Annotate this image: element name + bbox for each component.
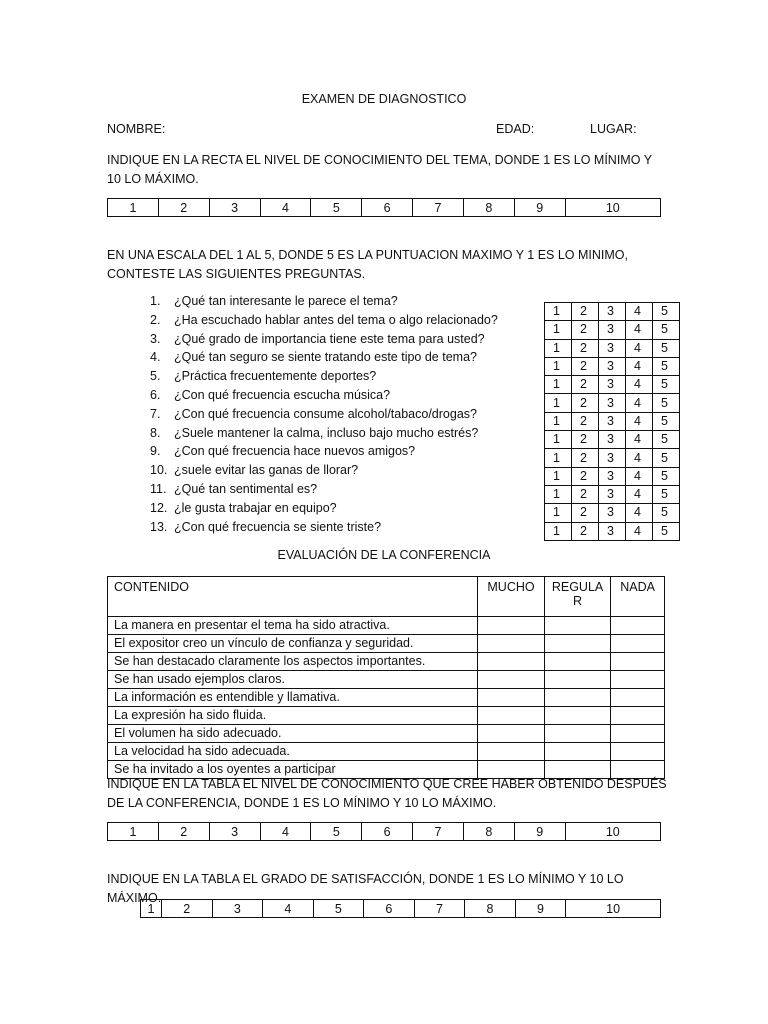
rating-cell[interactable]: 4 bbox=[626, 339, 653, 357]
answer-cell-mucho[interactable] bbox=[478, 671, 545, 689]
answer-cell-nada[interactable] bbox=[611, 653, 665, 671]
evaluation-row bbox=[108, 635, 665, 653]
rating-cell[interactable]: 1 bbox=[545, 522, 572, 540]
scale-cell[interactable]: 6 bbox=[364, 900, 415, 918]
page-title: EXAMEN DE DIAGNOSTICO bbox=[301, 92, 467, 106]
rating-cell[interactable]: 4 bbox=[626, 504, 653, 522]
age-label: EDAD: bbox=[496, 122, 535, 136]
rating-cell[interactable]: 1 bbox=[545, 467, 572, 485]
scale-cell[interactable]: 7 bbox=[413, 199, 464, 217]
rating-cell[interactable]: 5 bbox=[653, 357, 680, 375]
rating-cell[interactable]: 2 bbox=[572, 303, 599, 321]
rating-cell[interactable]: 4 bbox=[626, 394, 653, 412]
question-text: ¿Ha escuchado hablar antes del tema o algo relacionado? bbox=[174, 312, 498, 327]
answer-cell-regular[interactable] bbox=[544, 617, 610, 635]
answer-cell-nada[interactable] bbox=[611, 725, 665, 743]
question-item bbox=[150, 518, 498, 537]
answer-cell-regular[interactable] bbox=[544, 671, 610, 689]
evaluation-criterion: Se han destacado claramente los aspectos importantes. bbox=[108, 653, 478, 671]
rating-cell[interactable]: 3 bbox=[599, 357, 626, 375]
rating-cell[interactable]: 1 bbox=[545, 431, 572, 449]
question-number: 2. bbox=[150, 312, 161, 327]
header-contenido: CONTENIDO bbox=[108, 577, 478, 617]
question-text: ¿Con qué frecuencia hace nuevos amigos? bbox=[174, 444, 416, 459]
rating-cell[interactable]: 1 bbox=[545, 376, 572, 394]
question-number: 8. bbox=[150, 425, 161, 440]
evaluation-row bbox=[108, 653, 665, 671]
evaluation-criterion: La información es entendible y llamativa. bbox=[108, 689, 478, 707]
rating-cell[interactable]: 2 bbox=[572, 339, 599, 357]
rating-cell[interactable]: 4 bbox=[626, 412, 653, 430]
place-label: LUGAR: bbox=[590, 122, 637, 136]
scale-cell[interactable]: 4 bbox=[260, 199, 311, 217]
scale-cell[interactable]: 7 bbox=[413, 823, 464, 841]
evaluation-row bbox=[108, 671, 665, 689]
evaluation-criterion: La manera en presentar el tema ha sido atractiva. bbox=[108, 617, 478, 635]
evaluation-row bbox=[108, 743, 665, 761]
answer-cell-regular[interactable] bbox=[544, 743, 610, 761]
question-number: 1. bbox=[150, 294, 161, 308]
evaluation-criterion: La velocidad ha sido adecuada. bbox=[108, 743, 478, 761]
rating-cell[interactable]: 1 bbox=[545, 339, 572, 357]
answer-cell-mucho[interactable] bbox=[478, 725, 545, 743]
rating-cell[interactable]: 5 bbox=[653, 303, 680, 321]
rating-cell[interactable]: 2 bbox=[572, 431, 599, 449]
name-label: NOMBRE: bbox=[107, 122, 166, 136]
rating-cell[interactable]: 2 bbox=[572, 522, 599, 540]
rating-row bbox=[545, 431, 680, 449]
rating-cell[interactable]: 2 bbox=[572, 394, 599, 412]
rating-row bbox=[545, 339, 680, 357]
question-item bbox=[150, 480, 498, 499]
question-item bbox=[150, 424, 498, 443]
question-list bbox=[150, 292, 498, 536]
scale-cell[interactable]: 9 bbox=[514, 823, 565, 841]
scale-cell[interactable]: 3 bbox=[209, 199, 260, 217]
rating-row bbox=[545, 394, 680, 412]
scale-cell[interactable]: 2 bbox=[162, 900, 213, 918]
rating-row bbox=[545, 303, 680, 321]
rating-cell[interactable]: 5 bbox=[653, 376, 680, 394]
evaluation-row bbox=[108, 689, 665, 707]
scale-cell[interactable]: 5 bbox=[311, 199, 362, 217]
rating-cell[interactable]: 3 bbox=[599, 394, 626, 412]
answer-cell-regular[interactable] bbox=[544, 689, 610, 707]
answer-cell-nada[interactable] bbox=[611, 707, 665, 725]
rating-cell[interactable]: 3 bbox=[599, 431, 626, 449]
scale-cell[interactable]: 4 bbox=[263, 900, 314, 918]
evaluation-table bbox=[107, 576, 665, 779]
rating-cell[interactable]: 3 bbox=[599, 303, 626, 321]
question-item bbox=[150, 461, 498, 480]
rating-cell[interactable]: 1 bbox=[545, 394, 572, 412]
scale-cell[interactable]: 10 bbox=[566, 900, 661, 918]
scale-cell[interactable]: 5 bbox=[313, 900, 364, 918]
rating-cell[interactable]: 2 bbox=[572, 467, 599, 485]
rating-cell[interactable]: 1 bbox=[545, 449, 572, 467]
rating-row bbox=[545, 321, 680, 339]
rating-cell[interactable]: 4 bbox=[626, 357, 653, 375]
scale-row bbox=[108, 823, 661, 841]
question-number: 10. bbox=[150, 463, 168, 478]
rating-row bbox=[545, 449, 680, 467]
rating-row bbox=[545, 504, 680, 522]
question-number: 11. bbox=[150, 481, 167, 496]
scale-cell[interactable]: 8 bbox=[465, 900, 516, 918]
rating-cell[interactable]: 4 bbox=[626, 321, 653, 339]
rating-cell[interactable]: 4 bbox=[626, 431, 653, 449]
question-text: ¿suele evitar las ganas de llorar? bbox=[174, 463, 359, 478]
rating-cell[interactable]: 5 bbox=[653, 504, 680, 522]
rating-row bbox=[545, 357, 680, 375]
instruction-knowledge-after: INDIQUE EN LA TABLA EL NIVEL DE CONOCIMIENTO QUE CREE HABER OBTENIDO DESPUÉS DE LA CONFERENCIA, DONDE 1 ES LO MÍNIMO Y 10 LO MÁXIMO. bbox=[107, 777, 667, 810]
answer-cell-nada[interactable] bbox=[611, 617, 665, 635]
rating-cell[interactable]: 3 bbox=[599, 485, 626, 503]
question-item bbox=[150, 499, 498, 518]
evaluation-row bbox=[108, 725, 665, 743]
question-text: ¿Qué tan seguro se siente tratando este tipo de tema? bbox=[174, 350, 477, 365]
rating-cell[interactable]: 1 bbox=[545, 357, 572, 375]
rating-cell[interactable]: 5 bbox=[653, 412, 680, 430]
answer-cell-mucho[interactable] bbox=[478, 653, 545, 671]
answer-cell-nada[interactable] bbox=[611, 671, 665, 689]
question-text: ¿Suele mantener la calma, incluso bajo mucho estrés? bbox=[174, 425, 479, 440]
question-text: ¿Qué tan sentimental es? bbox=[174, 481, 318, 496]
scale-cell[interactable]: 1 bbox=[108, 823, 159, 841]
evaluation-header-row bbox=[108, 577, 665, 617]
scale-row bbox=[108, 199, 661, 217]
rating-cell[interactable]: 1 bbox=[545, 303, 572, 321]
rating-cell[interactable]: 1 bbox=[545, 504, 572, 522]
rating-cell[interactable]: 5 bbox=[653, 522, 680, 540]
question-item bbox=[150, 311, 498, 330]
answer-cell-nada[interactable] bbox=[611, 689, 665, 707]
rating-cell[interactable]: 2 bbox=[572, 504, 599, 522]
satisfaction-scale bbox=[140, 899, 661, 918]
question-number: 9. bbox=[150, 444, 161, 459]
question-number: 12. bbox=[150, 500, 168, 515]
instruction-questions: EN UNA ESCALA DEL 1 AL 5, DONDE 5 ES LA PUNTUACION MAXIMO Y 1 ES LO MINIMO, CONTESTE LAS SIGUIENTES PREGUNTAS. bbox=[107, 248, 628, 281]
rating-cell[interactable]: 3 bbox=[599, 339, 626, 357]
evaluation-criterion: Se ha invitado a los oyentes a participar bbox=[108, 761, 478, 779]
rating-row bbox=[545, 376, 680, 394]
question-number: 4. bbox=[150, 350, 161, 365]
scale-cell[interactable]: 4 bbox=[260, 823, 311, 841]
question-number: 13. bbox=[150, 519, 168, 534]
answer-cell-mucho[interactable] bbox=[478, 635, 545, 653]
rating-cell[interactable]: 1 bbox=[545, 485, 572, 503]
question-text: ¿Con qué frecuencia se siente triste? bbox=[174, 519, 382, 534]
answer-cell-nada[interactable] bbox=[611, 635, 665, 653]
evaluation-criterion: El expositor creo un vínculo de confianza y seguridad. bbox=[108, 635, 478, 653]
answer-cell-mucho[interactable] bbox=[478, 743, 545, 761]
rating-cell[interactable]: 3 bbox=[599, 522, 626, 540]
rating-cell[interactable]: 4 bbox=[626, 485, 653, 503]
scale-cell[interactable]: 3 bbox=[209, 823, 260, 841]
answer-cell-mucho[interactable] bbox=[478, 689, 545, 707]
question-text: ¿Práctica frecuentemente deportes? bbox=[174, 369, 377, 384]
evaluation-title: EVALUACIÓN DE LA CONFERENCIA bbox=[277, 548, 491, 562]
answer-cell-mucho[interactable] bbox=[478, 617, 545, 635]
rating-cell[interactable]: 5 bbox=[653, 431, 680, 449]
scale-cell[interactable]: 3 bbox=[212, 900, 263, 918]
header-nada: NADA bbox=[611, 577, 665, 617]
evaluation-criterion: La expresión ha sido fluida. bbox=[108, 707, 478, 725]
rating-cell[interactable]: 2 bbox=[572, 357, 599, 375]
rating-row bbox=[545, 467, 680, 485]
question-number: 3. bbox=[150, 331, 161, 346]
rating-row bbox=[545, 412, 680, 430]
instruction-knowledge-before: INDIQUE EN LA RECTA EL NIVEL DE CONOCIMIENTO DEL TEMA, DONDE 1 ES LO MÍNIMO Y 10 LO MÁXIMO. bbox=[107, 153, 652, 186]
question-text: ¿le gusta trabajar en equipo? bbox=[174, 500, 337, 515]
rating-cell[interactable]: 5 bbox=[653, 321, 680, 339]
question-number: 5. bbox=[150, 369, 161, 384]
evaluation-row bbox=[108, 617, 665, 635]
question-text: ¿Con qué frecuencia escucha música? bbox=[174, 387, 391, 402]
rating-cell[interactable]: 5 bbox=[653, 485, 680, 503]
rating-row bbox=[545, 485, 680, 503]
rating-cell[interactable]: 3 bbox=[599, 449, 626, 467]
rating-grid bbox=[544, 302, 680, 541]
rating-cell[interactable]: 5 bbox=[653, 467, 680, 485]
question-item bbox=[150, 442, 498, 461]
question-number: 7. bbox=[150, 406, 161, 421]
scale-cell[interactable]: 8 bbox=[463, 823, 514, 841]
rating-cell[interactable]: 4 bbox=[626, 467, 653, 485]
scale-cell[interactable]: 7 bbox=[414, 900, 465, 918]
rating-cell[interactable]: 1 bbox=[545, 412, 572, 430]
rating-cell[interactable]: 2 bbox=[572, 376, 599, 394]
knowledge-scale-after bbox=[107, 822, 661, 841]
header-regular-text: REGULA R bbox=[551, 580, 604, 608]
scale-cell[interactable]: 1 bbox=[108, 199, 159, 217]
question-item bbox=[150, 367, 498, 386]
rating-cell[interactable]: 1 bbox=[545, 321, 572, 339]
instruction-satisfaction: INDIQUE EN LA TABLA EL GRADO DE SATISFACCIÓN, DONDE 1 ES LO MÍNIMO Y 10 LO MÁXIMO. bbox=[107, 872, 624, 905]
rating-cell[interactable]: 2 bbox=[572, 449, 599, 467]
question-item bbox=[150, 292, 498, 311]
rating-cell[interactable]: 4 bbox=[626, 449, 653, 467]
rating-cell[interactable]: 5 bbox=[653, 449, 680, 467]
header-mucho: MUCHO bbox=[478, 577, 545, 617]
scale-cell[interactable]: 2 bbox=[158, 199, 209, 217]
answer-cell-regular[interactable] bbox=[544, 725, 610, 743]
scale-cell[interactable]: 9 bbox=[514, 199, 565, 217]
rating-cell[interactable]: 3 bbox=[599, 467, 626, 485]
evaluation-criterion: El volumen ha sido adecuado. bbox=[108, 725, 478, 743]
scale-cell[interactable]: 1 bbox=[141, 900, 162, 918]
scale-cell[interactable]: 10 bbox=[565, 823, 660, 841]
scale-cell[interactable]: 10 bbox=[565, 199, 660, 217]
question-text: ¿Con qué frecuencia consume alcohol/tabaco/drogas? bbox=[174, 406, 477, 421]
question-item bbox=[150, 348, 498, 367]
question-text: ¿Qué tan interesante le parece el tema? bbox=[174, 294, 398, 308]
rating-row bbox=[545, 522, 680, 540]
rating-cell[interactable]: 5 bbox=[653, 394, 680, 412]
rating-cell[interactable]: 3 bbox=[599, 504, 626, 522]
question-item bbox=[150, 330, 498, 349]
question-text: ¿Qué grado de importancia tiene este tema para usted? bbox=[174, 331, 485, 346]
rating-cell[interactable]: 4 bbox=[626, 303, 653, 321]
scale-cell[interactable]: 6 bbox=[362, 199, 413, 217]
answer-cell-nada[interactable] bbox=[611, 743, 665, 761]
answer-cell-regular[interactable] bbox=[544, 707, 610, 725]
answer-cell-mucho[interactable] bbox=[478, 707, 545, 725]
rating-cell[interactable]: 3 bbox=[599, 321, 626, 339]
scale-cell[interactable]: 5 bbox=[311, 823, 362, 841]
rating-cell[interactable]: 4 bbox=[626, 522, 653, 540]
question-item bbox=[150, 405, 498, 424]
rating-cell[interactable]: 2 bbox=[572, 485, 599, 503]
scale-cell[interactable]: 8 bbox=[463, 199, 514, 217]
rating-cell[interactable]: 2 bbox=[572, 321, 599, 339]
answer-cell-regular[interactable] bbox=[544, 635, 610, 653]
knowledge-scale-before bbox=[107, 198, 661, 217]
rating-cell[interactable]: 5 bbox=[653, 339, 680, 357]
rating-cell[interactable]: 3 bbox=[599, 412, 626, 430]
scale-cell[interactable]: 9 bbox=[515, 900, 566, 918]
rating-cell[interactable]: 4 bbox=[626, 376, 653, 394]
scale-cell[interactable]: 6 bbox=[362, 823, 413, 841]
evaluation-row bbox=[108, 707, 665, 725]
header-regular bbox=[544, 577, 610, 617]
scale-cell[interactable]: 2 bbox=[158, 823, 209, 841]
evaluation-criterion: Se han usado ejemplos claros. bbox=[108, 671, 478, 689]
scale-row bbox=[141, 900, 661, 918]
question-number: 6. bbox=[150, 387, 161, 402]
rating-cell[interactable]: 2 bbox=[572, 412, 599, 430]
question-item bbox=[150, 386, 498, 405]
rating-cell[interactable]: 3 bbox=[599, 376, 626, 394]
answer-cell-regular[interactable] bbox=[544, 653, 610, 671]
